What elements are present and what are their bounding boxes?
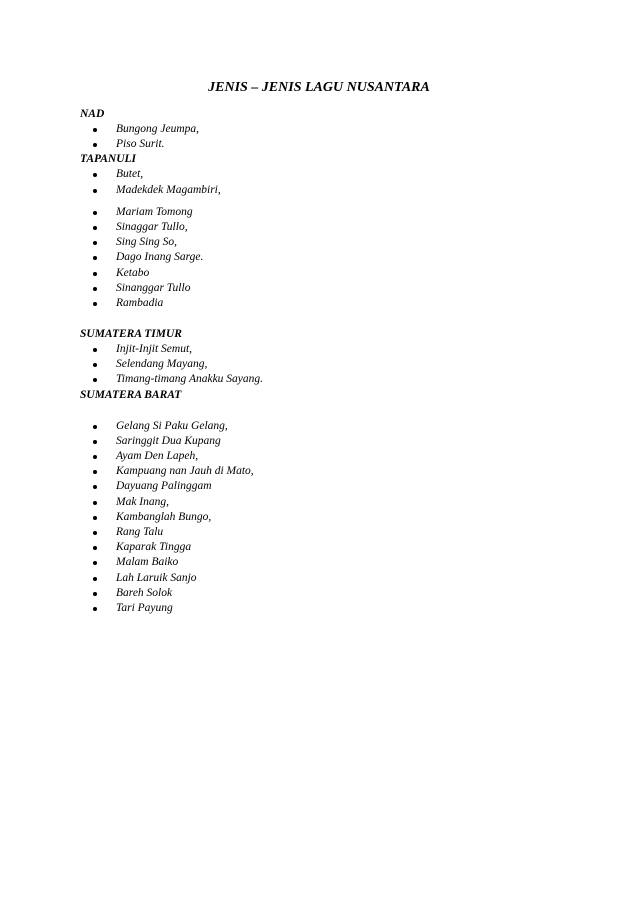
song-title: Malam Baiko <box>116 556 179 569</box>
list-item <box>80 571 560 586</box>
bullet-icon <box>93 485 97 489</box>
bullet-icon <box>93 592 97 596</box>
page-title: JENIS – JENIS LAGU NUSANTARA <box>208 80 430 95</box>
song-title: Kampuang nan Jauh di Mato, <box>116 465 254 478</box>
document-body <box>80 107 560 616</box>
song-title: Butet, <box>116 168 144 181</box>
song-title: Sing Sing So, <box>116 236 178 249</box>
song-title: Kambanglah Bungo, <box>116 510 212 523</box>
bullet-icon <box>93 577 97 581</box>
bullet-icon <box>93 531 97 535</box>
list-gap <box>80 198 560 205</box>
list-item <box>80 555 560 570</box>
bullet-icon <box>93 455 97 459</box>
song-title: Bungong Jeumpa, <box>116 123 200 135</box>
song-title: Ayam Den Lapeh, <box>116 450 199 462</box>
bullet-icon <box>93 173 97 177</box>
bullet-icon <box>93 561 97 565</box>
list-item <box>80 250 560 265</box>
list-item <box>80 601 560 616</box>
section-gap <box>80 311 560 327</box>
list-item <box>80 122 560 137</box>
bullet-icon <box>93 470 97 474</box>
song-list <box>80 342 560 388</box>
section-nad <box>80 107 560 152</box>
list-item <box>80 137 560 152</box>
section-heading: SUMATERA BARAT <box>80 388 182 401</box>
song-title: Dago Inang Sarge. <box>116 251 204 264</box>
bullet-icon <box>93 440 97 444</box>
list-item <box>80 281 560 296</box>
bullet-icon <box>93 256 97 260</box>
song-title: Mariam Tomong <box>116 205 193 218</box>
song-title: Timang-timang Anakku Sayang. <box>116 373 264 386</box>
bullet-icon <box>93 348 97 352</box>
list-item <box>80 479 560 494</box>
list-item <box>80 235 560 250</box>
song-title: Gelang Si Paku Gelang, <box>116 419 228 432</box>
bullet-icon <box>93 607 97 611</box>
bullet-icon <box>93 189 97 193</box>
list-item <box>80 540 560 555</box>
song-title: Rang Talu <box>116 525 164 538</box>
section-sumatera-barat <box>80 388 560 616</box>
list-item <box>80 586 560 601</box>
bullet-icon <box>93 378 97 382</box>
song-list <box>80 122 560 152</box>
list-item <box>80 434 560 449</box>
bullet-icon <box>93 302 97 306</box>
section-heading: TAPANULI <box>80 153 137 166</box>
bullet-icon <box>93 287 97 291</box>
song-title: Sinaggar Tullo, <box>116 220 188 233</box>
list-item <box>80 449 560 464</box>
bullet-icon <box>93 501 97 505</box>
list-item <box>80 183 560 198</box>
list-item <box>80 357 560 372</box>
bullet-icon <box>93 546 97 550</box>
song-list <box>80 205 560 311</box>
song-list <box>80 419 560 616</box>
bullet-icon <box>93 211 97 215</box>
list-item <box>80 342 560 357</box>
bullet-icon <box>93 128 97 132</box>
bullet-icon <box>93 363 97 367</box>
song-title: Ketabo <box>116 266 150 279</box>
bullet-icon <box>93 516 97 520</box>
song-title: Lah Laruik Sanjo <box>116 571 197 584</box>
list-item <box>80 220 560 235</box>
list-gap <box>80 403 560 419</box>
list-item <box>80 167 560 182</box>
section-sumatera-timur <box>80 327 560 388</box>
song-title: Tari Payung <box>116 601 173 614</box>
bullet-icon <box>93 143 97 147</box>
section-heading: NAD <box>80 108 105 120</box>
song-title: Kaparak Tingga <box>116 541 192 554</box>
bullet-icon <box>93 241 97 245</box>
list-item <box>80 296 560 311</box>
song-title: Madekdek Magambiri, <box>116 183 221 196</box>
section-heading: SUMATERA TIMUR <box>80 328 182 341</box>
song-list <box>80 167 560 197</box>
bullet-icon <box>93 272 97 276</box>
song-title: Dayuang Palinggam <box>116 480 212 493</box>
list-item <box>80 372 560 387</box>
list-item <box>80 464 560 479</box>
list-item <box>80 419 560 434</box>
list-item <box>80 495 560 510</box>
song-title: Mak Inang, <box>116 495 170 508</box>
list-item <box>80 205 560 220</box>
list-item <box>80 266 560 281</box>
list-item <box>80 510 560 525</box>
bullet-icon <box>93 425 97 429</box>
song-title: Injit-Injit Semut, <box>116 343 193 356</box>
bullet-icon <box>93 226 97 230</box>
section-tapanuli <box>80 152 560 311</box>
list-item <box>80 525 560 540</box>
song-title: Rambadia <box>116 296 164 309</box>
song-title: Sinanggar Tullo <box>116 281 191 294</box>
song-title: Bareh Solok <box>116 586 173 599</box>
song-title: Selendang Mayang, <box>116 358 208 371</box>
song-title: Saringgit Dua Kupang <box>116 434 221 447</box>
song-title: Piso Surit. <box>116 138 165 151</box>
